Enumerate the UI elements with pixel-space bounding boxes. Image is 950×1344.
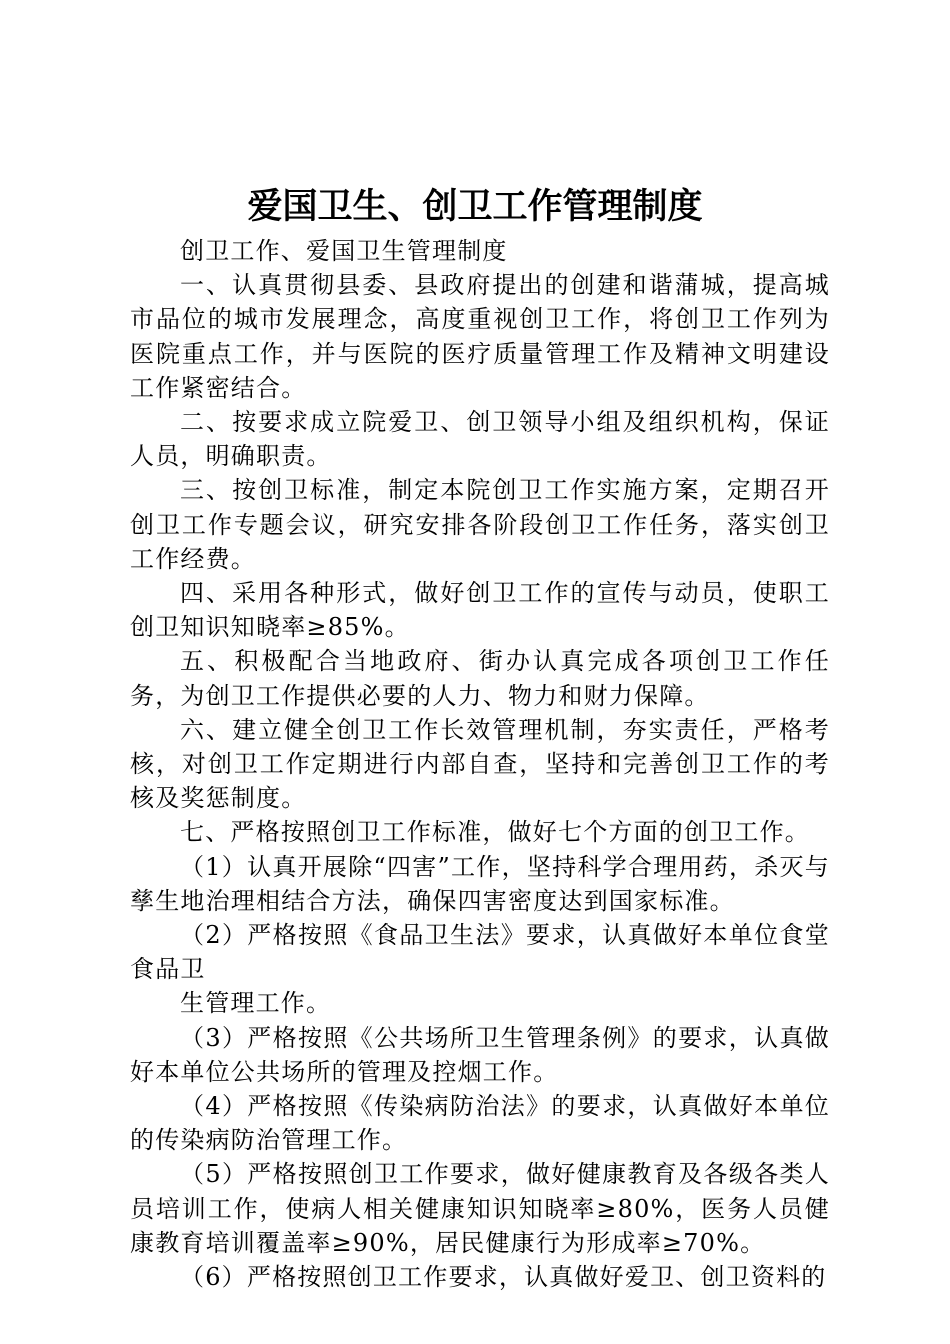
paragraph-item-2: 二、按要求成立院爱卫、创卫领导小组及组织机构，保证人员，明确职责。 (130, 408, 830, 471)
paragraph-item-3: 三、按创卫标准，制定本院创卫工作实施方案，定期召开创卫工作专题会议，研究安排各阶段创卫工作任务，落实创卫工作经费。 (130, 476, 830, 573)
paragraph-item-6: 六、建立健全创卫工作长效管理机制，夯实责任，严格考核，对创卫工作定期进行内部自查，坚持和完善创卫工作的考核及奖惩制度。 (130, 715, 830, 813)
document-body (130, 234, 830, 1294)
paragraph-item-7: 七、严格按照创卫工作标准，做好七个方面的创卫工作。 (180, 818, 810, 847)
paragraph-item-5: 五、积极配合当地政府、街办认真完成各项创卫工作任务，为创卫工作提供必要的人力、物力和财力保障。 (130, 647, 830, 710)
paragraph-item-4: 四、采用各种形式，做好创卫工作的宣传与动员，使职工创卫知识知晓率≥85%。 (130, 579, 830, 642)
paragraph-subitem-1: （1）认真开展除“四害”工作，坚持科学合理用药，杀灭与孳生地治理相结合方法，确保四害密度达到国家标准。 (130, 852, 830, 915)
paragraph-subtitle: 创卫工作、爱国卫生管理制度 (180, 237, 508, 265)
paragraph-subitem-2-continued: 生管理工作。 (180, 989, 332, 1018)
paragraph-subitem-5: （5）严格按照创卫工作要求，做好健康教育及各级各类人员培训工作，使病人相关健康知识知晓率≥80%，医务人员健康教育培训覆盖率≥90%，居民健康行为形成率≥70%。 (130, 1160, 830, 1257)
paragraph-subitem-3: （3）严格按照《公共场所卫生管理条例》的要求，认真做好本单位公共场所的管理及控烟工作。 (130, 1023, 830, 1086)
paragraph-item-1: 一、认真贯彻县委、县政府提出的创建和谐蒲城，提高城市品位的城市发展理念，高度重视创卫工作，将创卫工作列为医院重点工作，并与医院的医疗质量管理工作及精神文明建设工作紧密结合。 (130, 271, 830, 402)
document-title: 爱国卫生、创卫工作管理制度 (247, 187, 703, 227)
paragraph-subitem-6: （6）严格按照创卫工作要求，认真做好爱卫、创卫资料的 (180, 1263, 827, 1292)
paragraph-subitem-2: （2）严格按照《食品卫生法》要求，认真做好本单位食堂食品卫 (130, 921, 830, 984)
paragraph-subitem-4: （4）严格按照《传染病防治法》的要求，认真做好本单位的传染病防治管理工作。 (130, 1092, 830, 1155)
